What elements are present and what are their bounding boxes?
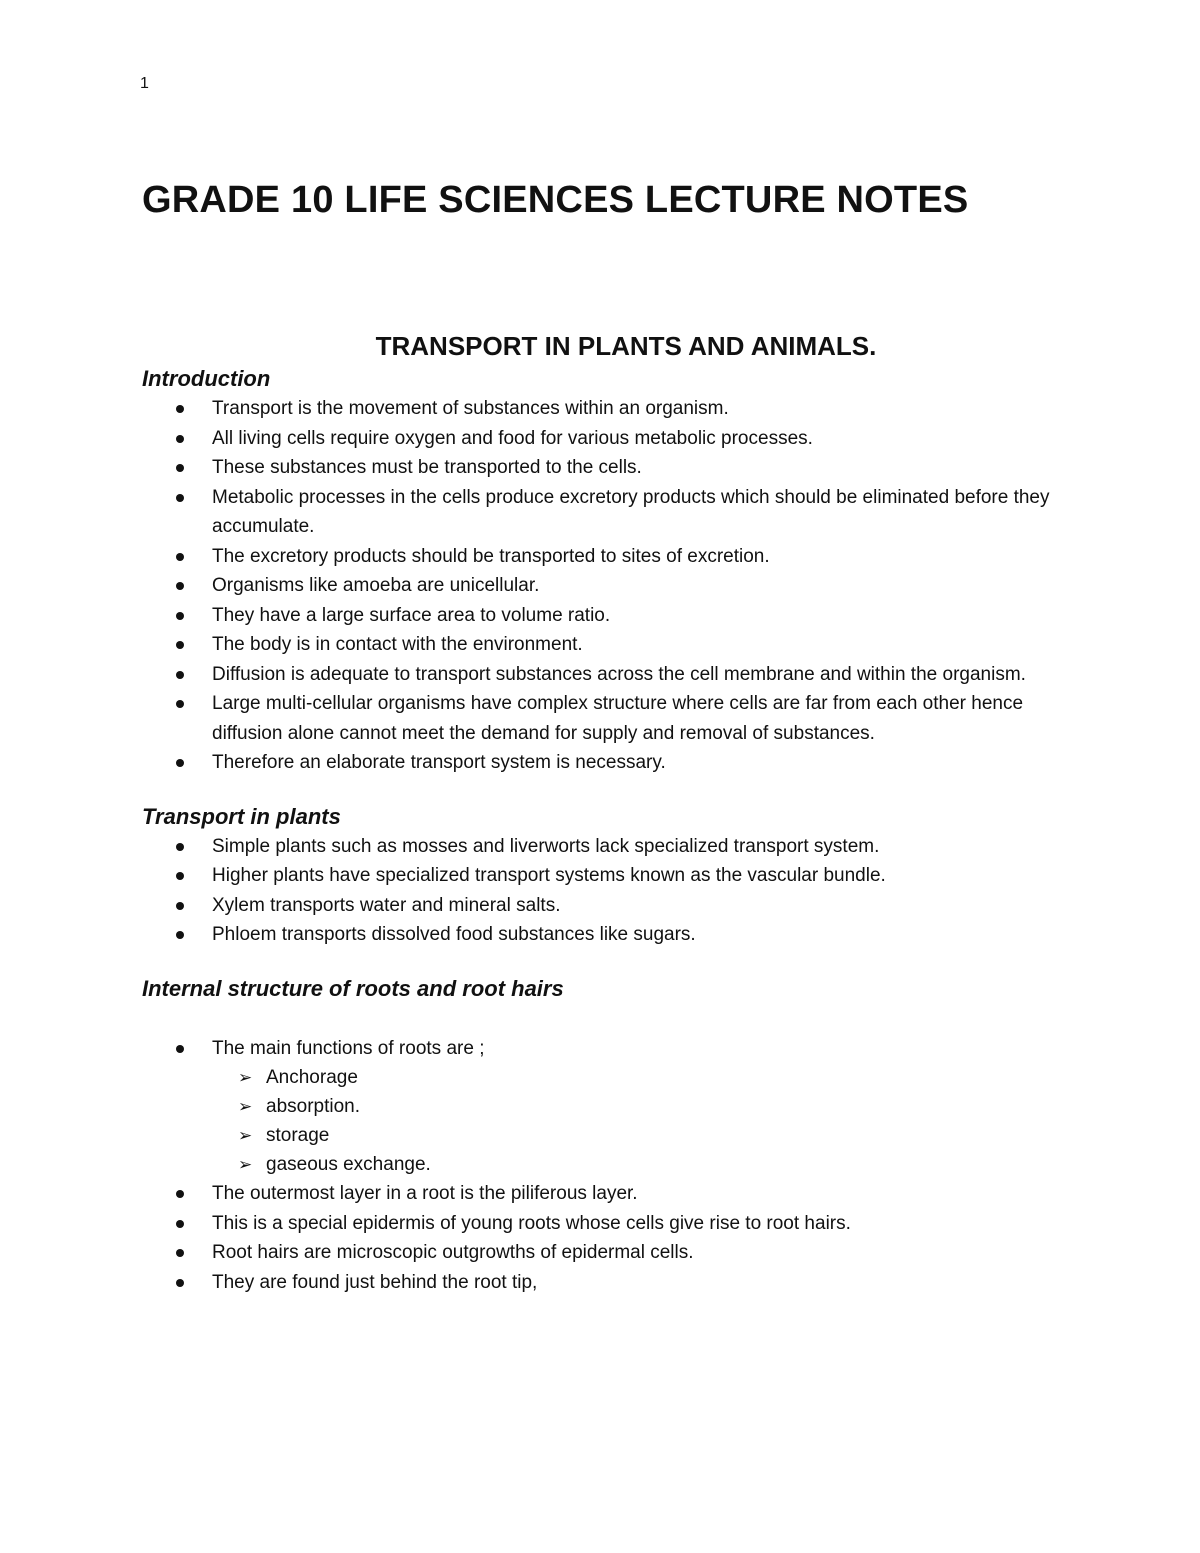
sub-list-item <box>142 1092 1072 1121</box>
introduction-heading: Introduction <box>142 366 271 391</box>
list-item: Large multi-cellular organisms have complex structure where cells are far from each other hence diffusion alone cannot meet the demand for supply and removal of substances. <box>142 689 1072 748</box>
document-body <box>142 328 1072 1297</box>
list-item: Therefore an elaborate transport system is necessary. <box>142 748 1072 778</box>
arrowhead-icon: ➢ <box>238 1155 253 1174</box>
list-item: Root hairs are microscopic outgrowths of epidermal cells. <box>142 1238 1072 1268</box>
list-item: The excretory products should be transported to sites of excretion. <box>142 542 1072 572</box>
section-spacer <box>142 950 1072 974</box>
page-number: 1 <box>140 75 149 92</box>
list-item: This is a special epidermis of young roots whose cells give rise to root hairs. <box>142 1209 1072 1239</box>
sub-list-item <box>142 1150 1072 1179</box>
arrowhead-icon: ➢ <box>238 1068 253 1087</box>
list-item: Phloem transports dissolved food substances like sugars. <box>142 920 1072 950</box>
list-item: The main functions of roots are ; <box>142 1034 1072 1064</box>
list-item: The body is in contact with the environment. <box>142 630 1072 660</box>
sub-list-item-text: gaseous exchange. <box>266 1154 431 1175</box>
arrowhead-icon: ➢ <box>238 1097 253 1116</box>
root-structure-list <box>142 1179 1072 1297</box>
section-spacer <box>142 1004 1072 1034</box>
document-title: GRADE 10 LIFE SCIENCES LECTURE NOTES <box>142 179 969 221</box>
list-item: Organisms like amoeba are unicellular. <box>142 571 1072 601</box>
sub-list-item <box>142 1121 1072 1150</box>
sub-list-item-text: absorption. <box>266 1096 361 1117</box>
sub-list-item-text: Anchorage <box>266 1067 358 1088</box>
arrowhead-icon: ➢ <box>238 1126 253 1145</box>
sub-list-item-text: storage <box>266 1125 330 1146</box>
transport-in-plants-list <box>142 832 1072 950</box>
list-item: Simple plants such as mosses and liverworts lack specialized transport system. <box>142 832 1072 862</box>
list-item: These substances must be transported to the cells. <box>142 453 1072 483</box>
section-title: TRANSPORT IN PLANTS AND ANIMALS. <box>375 331 877 361</box>
list-item: Diffusion is adequate to transport substances across the cell membrane and within the organism. <box>142 660 1072 690</box>
list-item: Higher plants have specialized transport systems known as the vascular bundle. <box>142 861 1072 891</box>
list-item: They are found just behind the root tip, <box>142 1268 1072 1298</box>
list-item: The outermost layer in a root is the piliferous layer. <box>142 1179 1072 1209</box>
section-spacer <box>142 778 1072 802</box>
list-item: Xylem transports water and mineral salts. <box>142 891 1072 921</box>
root-functions-sublist <box>142 1063 1072 1179</box>
internal-structure-heading: Internal structure of roots and root hairs <box>142 975 564 1001</box>
root-functions-list <box>142 1034 1072 1064</box>
list-item: Metabolic processes in the cells produce excretory products which should be eliminated before they accumulate. <box>142 483 1072 542</box>
list-item: All living cells require oxygen and food for various metabolic processes. <box>142 424 1072 454</box>
list-item: Transport is the movement of substances within an organism. <box>142 394 1072 424</box>
sub-list-item <box>142 1063 1072 1092</box>
list-item: They have a large surface area to volume ratio. <box>142 601 1072 631</box>
introduction-list <box>142 394 1072 778</box>
transport-in-plants-heading: Transport in plants <box>142 803 341 829</box>
